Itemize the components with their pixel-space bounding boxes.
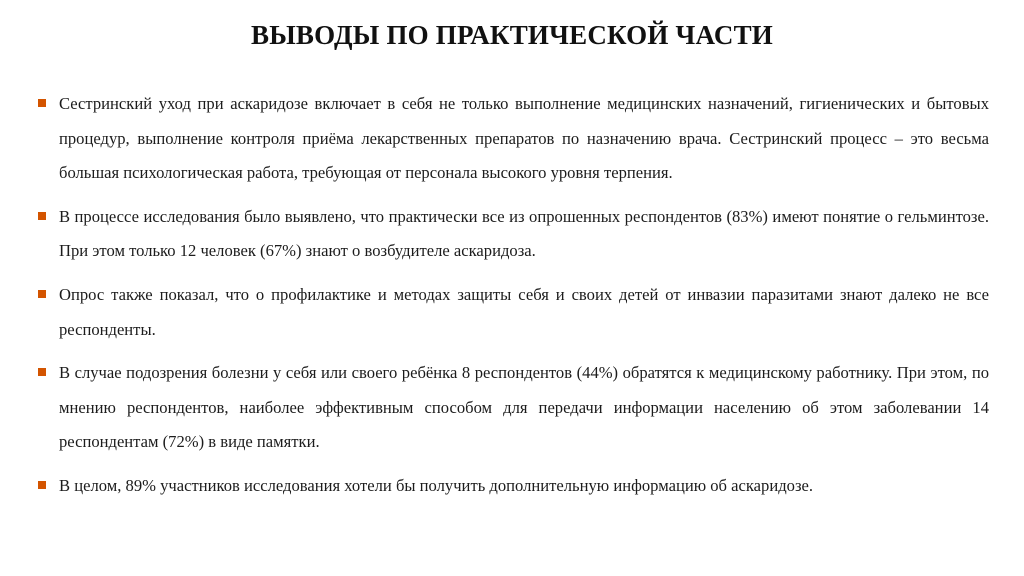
square-bullet-icon xyxy=(38,368,46,376)
bullet-text: Сестринский уход при аскаридозе включает в себя не только выполнение медицинских назначений, гигиенических и бытовых процедур, выполнение контроля приёма лекарственных препаратов по назначению врача. Сестринский процесс – это весьма большая психологическая работа, требующая от персонала высокого уровня терпения. xyxy=(59,94,989,183)
bullet-text: В процессе исследования было выявлено, что практически все из опрошенных респондентов (83%) имеют понятие о гельминтозе. При этом только 12 человек (67%) знают о возбудителе аскаридоза. xyxy=(59,206,989,261)
square-bullet-icon xyxy=(38,290,46,298)
bullet-item xyxy=(38,87,989,191)
square-bullet-icon xyxy=(38,99,46,107)
bullet-list xyxy=(38,87,989,513)
slide-title: ВЫВОДЫ ПО ПРАКТИЧЕСКОЙ ЧАСТИ xyxy=(251,20,773,50)
bullet-item xyxy=(38,200,989,269)
bullet-text: Опрос также показал, что о профилактике и методах защиты себя и своих детей от инвазии паразитами знают далеко не все респонденты. xyxy=(59,284,989,339)
square-bullet-icon xyxy=(38,212,46,220)
bullet-item xyxy=(38,278,989,347)
square-bullet-icon xyxy=(38,481,46,489)
bullet-item xyxy=(38,469,989,504)
bullet-text: В целом, 89% участников исследования хотели бы получить дополнительную информацию об аскаридозе. xyxy=(59,475,814,495)
bullet-text: В случае подозрения болезни у себя или своего ребёнка 8 респондентов (44%) обратятся к медицинскому работнику. При этом, по мнению респондентов, наиболее эффективным способом для передачи информации населению об этом заболевании 14 респондентам (72%) в виде памятки. xyxy=(59,363,989,452)
bullet-item xyxy=(38,356,989,460)
